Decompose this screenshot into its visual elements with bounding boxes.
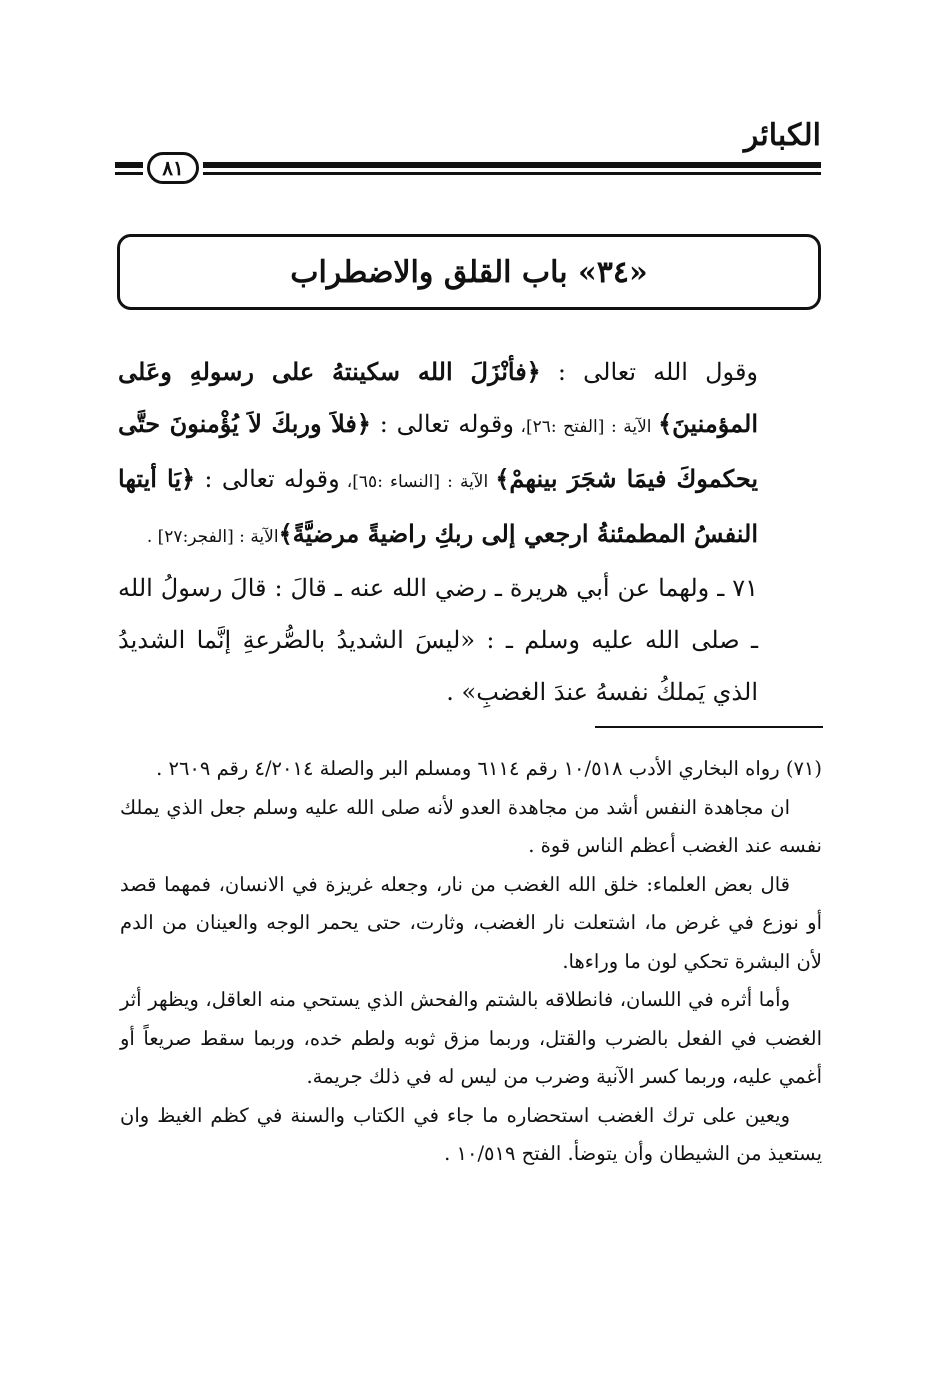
page-number: ٨١	[147, 152, 199, 184]
header-rule-secondary	[203, 172, 821, 175]
hadith-paragraph: ٧١ ـ ولهما عن أبي هريرة ـ رضي الله عنه ـ قالَ : قالَ رسولُ الله ـ صلى الله عليه وسلم ـ : «ليسَ الشديدُ بالصُّرعةِ إنَّما الشديدُ الذي يَملكُ نفسهُ عندَ الغضبِ» .	[118, 574, 758, 706]
footnote-paragraph: وأما أثره في اللسان، فانطلاقه بالشتم والفحش الذي يستحي منه العاقل، ويظهر أثر الغضب في الفعل بالضرب والقتل، وربما مزق ثوبه ولطم خده، وربما سقط صريعاً أو أغمي عليه، وربما كسر الآنية وضرب من ليس له في ذلك جريمة.	[120, 988, 822, 1088]
footnote-source: (٧١) رواه البخاري الأدب ١٠/٥١٨ رقم ٦١١٤ ومسلم البر والصلة ٤/٢٠١٤ رقم ٢٦٠٩ .	[156, 757, 822, 780]
intro-paragraph	[118, 346, 758, 563]
verse-reference-3: الآية : [الفجر:٢٧] .	[146, 527, 279, 547]
footnote-paragraph: ويعين على ترك الغضب استحضاره ما جاء في الكتاب والسنة في كظم الغيظ وان يستعيذ من الشيطان وأن يتوضأ. الفتح ١٠/٥١٩ .	[120, 1103, 822, 1165]
intro-lead-1: وقول الله تعالى :	[540, 358, 759, 386]
footnote-divider	[595, 726, 823, 728]
verse-reference-1: الآية : [الفتح :٢٦]،	[513, 417, 659, 437]
intro-lead-2: وقوله تعالى :	[370, 410, 514, 438]
intro-lead-3: وقوله تعالى :	[195, 465, 340, 493]
quran-verse-3: ﴿يَا أيتها النفسُ المطمئنةُ ارجعي إلى ربكِ راضيةً مرضيَّةً﴾	[118, 464, 758, 548]
chapter-heading-box	[117, 234, 821, 310]
chapter-title: «٣٤» باب القلق والاضطراب	[290, 254, 648, 290]
footnotes	[120, 750, 822, 1174]
footnote-paragraph: قال بعض العلماء: خلق الله الغضب من نار، وجعله غريزة في الانسان، فمهما قصد أو نوزع في غرض ما، اشتعلت نار الغضب، وثارت، حتى يحمر الوجه والعينان من الدم لأن البشرة تحكي لون ما وراءها.	[120, 872, 822, 973]
footnote-paragraph: ان مجاهدة النفس أشد من مجاهدة العدو لأنه صلى الله عليه وسلم جعل الذي يملك نفسه عند الغضب أعظم الناس قوة .	[120, 795, 822, 857]
quran-verse-1: ﴿فأنْزَلَ الله سكينتهُ على رسولهِ وعَلى المؤمنينَ﴾	[118, 357, 758, 438]
running-title: الكبائر	[743, 118, 821, 153]
header-rule-short-secondary	[115, 172, 143, 175]
quran-verse-2: ﴿فلاَ وربكَ لاَ يُؤْمنونَ حتَّى يحكموكَ فيمَا شجَرَ بينهمْ﴾	[118, 409, 759, 493]
header-rule-short	[115, 162, 143, 168]
verse-reference-2: الآية : [النساء :٦٥]،	[339, 472, 496, 492]
header-rule	[203, 162, 821, 168]
